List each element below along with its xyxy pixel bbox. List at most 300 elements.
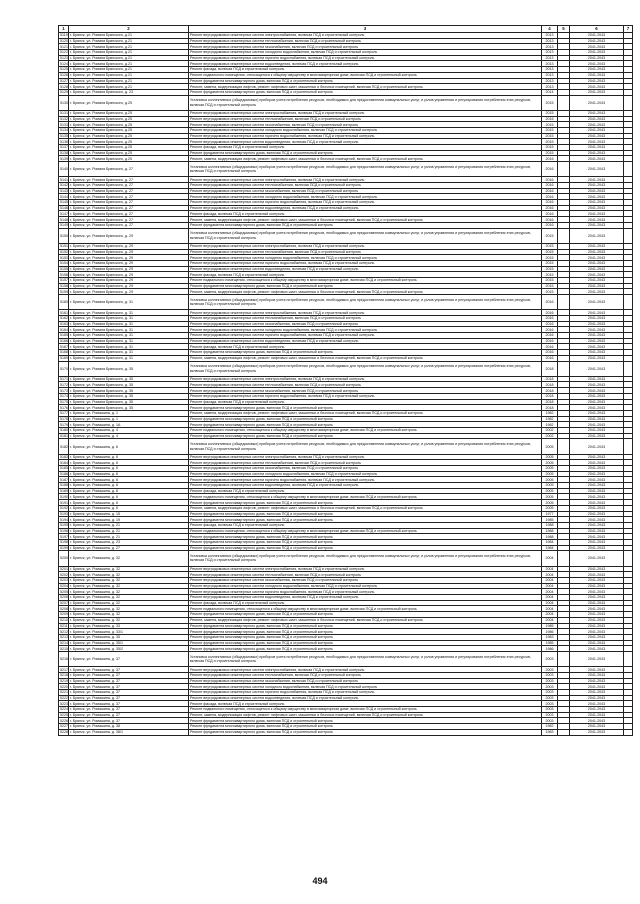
cell-year: 2018	[542, 399, 558, 405]
cell-address: г. Брянск, ул. Романа Брянского, д. 27	[69, 217, 189, 223]
cell-year: 1982	[542, 422, 558, 428]
cell-address: г. Брянск, ул. Романа Брянского, д.21	[69, 61, 189, 67]
cell-row-number: 5168	[60, 350, 68, 355]
cell-period: 2041-2043	[570, 405, 624, 411]
cell-address: г. Брянск, ул. Ромашина, д. 6	[69, 494, 189, 500]
cell-address: г. Брянск, ул. Ромашина, д. 6	[69, 505, 189, 511]
cell-work-type: Ремонт внутридомовых инженерных систем водоотведения, включая ПСД и строительный контроль	[189, 338, 542, 344]
cell-period: 2041-2043	[570, 61, 624, 67]
cell-period: 2041-2043	[570, 228, 624, 243]
cell-work-type: Ремонт, замена, модернизация лифтов, ремонт лифтовых шахт, машинных и блочных помещений, включая ПСД и строительный контроль	[189, 355, 542, 361]
cell-row-number: 5158	[60, 283, 68, 288]
cell-row-number: 5154	[60, 261, 68, 266]
cell-address: г. Брянск, ул. Романа Брянского, д. 27	[69, 162, 189, 177]
cell-year: 2015	[542, 110, 558, 116]
cell-row-number: 5218	[60, 673, 68, 678]
cell-address: г. Брянск, ул. Романа Брянского, д. 29	[69, 283, 189, 289]
cell-year: 2018	[542, 376, 558, 382]
cell-row-number: 5135	[60, 133, 68, 138]
cell-year: 2013	[542, 84, 558, 90]
cell-work-type: Ремонт внутридомовых инженерных систем электроснабжения, включая ПСД и строительный контроль	[189, 566, 542, 572]
cell-year: 2003	[542, 707, 558, 713]
cell-work-type: Ремонт внутридомовых инженерных систем холодного водоснабжения, включая ПСД и строительный контроль	[189, 327, 542, 333]
cell-period: 2041-2043	[570, 260, 624, 266]
cell-period: 2041-2043	[570, 678, 624, 684]
header-cell-5: 5	[558, 26, 570, 33]
cell-address: г. Брянск, ул. Ромашина, д. 15	[69, 511, 189, 517]
cell-row-number: 5210	[60, 618, 68, 623]
cell-row-number: 5169	[60, 356, 68, 361]
cell-row-number: 5173	[60, 388, 68, 393]
cell-period: 2041-2043	[570, 33, 624, 39]
cell-work-type: Ремонт фундамента многоквартирного дома, включая ПСД и строительный контроль	[189, 634, 542, 640]
cell-address: г. Брянск, ул. Ромашина, д. 37	[69, 684, 189, 690]
cell-address: г. Брянск, ул. Романа Брянского, д. 29	[69, 260, 189, 266]
cell-year: 2005	[542, 454, 558, 460]
cell-row-number: 5132	[60, 116, 68, 121]
cell-work-type: Ремонт фундамента многоквартирного дома, включая ПСД и строительный контроль	[189, 629, 542, 635]
cell-period: 2041-2043	[570, 460, 624, 466]
cell-row-number: 5159	[60, 289, 68, 294]
cell-period: 2041-2043	[570, 517, 624, 523]
cell-row-number: 5141	[60, 177, 68, 182]
cell-row-number: 5144	[60, 194, 68, 199]
cell-work-type: Ремонт внутридомовых инженерных систем горячего водоснабжения, включая ПСД и строительный контроль	[189, 200, 542, 206]
cell-row-number: 5149	[60, 223, 68, 228]
cell-year: 2003	[542, 651, 558, 666]
cell-work-type: Ремонт фундамента многоквартирного дома, включая ПСД и строительный контроль	[189, 623, 542, 629]
cell-year: 1982	[542, 410, 558, 416]
cell-year: 2003	[542, 678, 558, 684]
cell-period: 2041-2043	[570, 333, 624, 339]
cell-year: 2005	[542, 500, 558, 506]
header-cell-7: 7	[624, 26, 633, 33]
cell-period: 2041-2043	[570, 505, 624, 511]
cell-work-type: Ремонт фасада, включая ПСД и строительный контроль	[189, 399, 542, 405]
cell-row-number: 5176	[60, 405, 68, 410]
cell-work-type: Ремонт, замена, модернизация лифтов, ремонт лифтовых шахт, машинных и блочных помещений, включая ПСД и строительный контроль	[189, 712, 542, 718]
cell-row-number: 5223	[60, 701, 68, 706]
cell-work-type: Ремонт фундамента многоквартирного дома, включая ПСД и строительный контроль	[189, 416, 542, 422]
cell-address: г. Брянск, ул. Ромашина, д. 6	[69, 454, 189, 460]
cell-year: 2013	[542, 50, 558, 56]
cell-year: 2015	[542, 133, 558, 139]
cell-year: 1985	[542, 623, 558, 629]
cell-work-type: Ремонт внутридомовых инженерных систем электроснабжения, включая ПСД и строительный контроль	[189, 310, 542, 316]
cell-row-number: 5151	[60, 244, 68, 249]
cell-year: 2016	[542, 327, 558, 333]
cell-work-type: Ремонт, замена, модернизация лифтов, ремонт лифтовых шахт, машинных и блочных помещений, включая ПСД и строительный контроль	[189, 617, 542, 623]
cell-period: 2041-2043	[570, 283, 624, 289]
cell-year: 2003	[542, 712, 558, 718]
cell-col-5	[558, 162, 570, 177]
cell-period: 2041-2043	[570, 84, 624, 90]
cell-work-type: Ремонт внутридомовых инженерных систем газоснабжения, включая ПСД и строительный контроль	[189, 188, 542, 194]
cell-address: г. Брянск, ул. Романа Брянского, д. 27	[69, 211, 189, 217]
cell-period: 2041-2043	[570, 422, 624, 428]
cell-period: 2041-2043	[570, 600, 624, 606]
cell-period: 2041-2043	[570, 50, 624, 56]
page-number: 494	[312, 876, 328, 886]
cell-row-number: 5189	[60, 489, 68, 494]
cell-address: г. Брянск, ул. Ромашина, д. 32	[69, 617, 189, 623]
cell-work-type: Ремонт фасада, включая ПСД и строительный контроль	[189, 701, 542, 707]
cell-address: г. Брянск, ул. Ромашина, д. 35/1	[69, 640, 189, 646]
cell-period: 2041-2043	[570, 729, 624, 735]
cell-year: 2005	[542, 460, 558, 466]
cell-work-type: Ремонт фундамента многоквартирного дома, включая ПСД и строительный контроль	[189, 89, 542, 95]
cell-row-number: 5122	[60, 50, 68, 55]
cell-address: г. Брянск, ул. Ромашина, д. 37	[69, 678, 189, 684]
cell-year: 2016	[542, 205, 558, 211]
header-cell-4: 4	[542, 26, 558, 33]
cell-period: 2041-2043	[570, 724, 624, 730]
cell-address: г. Брянск, ул. Ромашина, д. 32	[69, 612, 189, 618]
cell-year: 2016	[542, 183, 558, 189]
cell-period: 2041-2043	[570, 376, 624, 382]
cell-address: г. Брянск, ул. Романа Брянского, д. 29	[69, 289, 189, 295]
cell-year: 2015	[542, 95, 558, 110]
cell-year: 2013	[542, 67, 558, 73]
cell-work-type: Ремонт, замена, модернизация лифтов, ремонт лифтовых шахт, машинных и блочных помещений, включая ПСД и строительный контроль	[189, 217, 542, 223]
cell-address: г. Брянск, ул. Романа Брянского, д.25	[69, 127, 189, 133]
cell-row-number: 5221	[60, 690, 68, 695]
cell-year: 2016	[542, 316, 558, 322]
cell-year: 2005	[542, 439, 558, 454]
cell-period: 2041-2043	[570, 393, 624, 399]
cell-work-type: Ремонт внутридомовых инженерных систем холодного водоснабжения, включая ПСД и строительный контроль	[189, 583, 542, 589]
cell-row-number: 5148	[60, 217, 68, 222]
cell-row-number: 5123	[60, 56, 68, 61]
cell-address: г. Брянск, ул. Романа Брянского, д.25	[69, 144, 189, 150]
cell-row-number: 5153	[60, 255, 68, 260]
cell-work-type: Ремонт внутридомовых инженерных систем горячего водоснабжения, включая ПСД и строительный контроль	[189, 55, 542, 61]
cell-row-number: 5204	[60, 584, 68, 589]
cell-work-type: Ремонт внутридомовых инженерных систем водоотведения, включая ПСД и строительный контроль	[189, 695, 542, 701]
cell-col-5	[558, 439, 570, 454]
cell-year: 1988	[542, 522, 558, 528]
cell-work-type: Установка коллективных (общедомовых) приборов учета потребления ресурсов, необходимых для предоставления коммунальных услуг, и узлов управления и регулирования потребления этих ресурсов, включая ПСД и строительный контроль	[189, 162, 542, 177]
cell-year: 2018	[542, 382, 558, 388]
cell-period: 2041-2043	[570, 551, 624, 566]
cell-address: г. Брянск, ул. Романа Брянского, д. 29	[69, 249, 189, 255]
cell-row-number: 5164	[60, 327, 68, 332]
cell-address: г. Брянск, ул. Ромашина, д. 33/1	[69, 629, 189, 635]
cell-address: г. Брянск, ул. Романа Брянского, д. 31	[69, 350, 189, 356]
cell-year: 2015	[542, 139, 558, 145]
cell-row-number: 5187	[60, 477, 68, 482]
cell-work-type: Ремонт внутридомовых инженерных систем газоснабжения, включая ПСД и строительный контроль	[189, 44, 542, 50]
cell-address: г. Брянск, ул. Романа Брянского, д. 29	[69, 255, 189, 261]
cell-period: 2041-2043	[570, 289, 624, 295]
cell-address: г. Брянск, ул. Романа Брянского, д.25	[69, 156, 189, 162]
cell-period: 2041-2043	[570, 177, 624, 183]
cell-row-number: 5161	[60, 310, 68, 315]
cell-address: г. Брянск, ул. Ромашина, д. 37	[69, 695, 189, 701]
cell-address: г. Брянск, ул. Романа Брянского, д. 35	[69, 376, 189, 382]
cell-year: 1982	[542, 724, 558, 730]
cell-year: 2015	[542, 122, 558, 128]
cell-year: 2015	[542, 127, 558, 133]
cell-period: 2041-2043	[570, 355, 624, 361]
cell-period: 2041-2043	[570, 522, 624, 528]
cell-address: г. Брянск, ул. Ромашина, д. 6	[69, 460, 189, 466]
cell-row-number: 5191	[60, 500, 68, 505]
cell-year: 2016	[542, 355, 558, 361]
cell-row-number: 5140	[59, 162, 69, 177]
cell-work-type: Ремонт внутридомовых инженерных систем электроснабжения, включая ПСД и строительный контроль	[189, 110, 542, 116]
cell-address: г. Брянск, ул. Романа Брянского, д. 27	[69, 188, 189, 194]
cell-year: 2018	[542, 388, 558, 394]
cell-year: 2018	[542, 405, 558, 411]
cell-row-number: 5195	[60, 523, 68, 528]
cell-row-number: 5165	[60, 333, 68, 338]
cell-col-5	[558, 551, 570, 566]
cell-row-number: 5134	[60, 128, 68, 133]
cell-work-type: Ремонт внутридомовых инженерных систем газоснабжения, включая ПСД и строительный контроль	[189, 321, 542, 327]
cell-row-number: 5181	[60, 434, 68, 439]
cell-work-type: Ремонт фундамента многоквартирного дома, включая ПСД и строительный контроль	[189, 539, 542, 545]
cell-period: 2041-2043	[570, 338, 624, 344]
cell-year: 1984	[542, 539, 558, 545]
cell-work-type: Ремонт, замена, модернизация лифтов, ремонт лифтовых шахт, машинных и блочных помещений, включая ПСД и строительный контроль	[189, 156, 542, 162]
cell-work-type: Ремонт фундамента многоквартирного дома, включая ПСД и строительный контроль	[189, 640, 542, 646]
cell-work-type: Ремонт фундамента многоквартирного дома, включая ПСД и строительный контроль	[189, 150, 542, 156]
cell-period: 2041-2043	[570, 150, 624, 156]
cell-work-type: Ремонт фундамента многоквартирного дома, включая ПСД и строительный контроль	[189, 433, 542, 439]
cell-work-type: Ремонт внутридомовых инженерных систем холодного водоснабжения, включая ПСД и строительный контроль	[189, 50, 542, 56]
cell-row-number: 5171	[60, 377, 68, 382]
cell-period: 2041-2043	[570, 89, 624, 95]
cell-work-type: Ремонт внутридомовых инженерных систем теплоснабжения, включая ПСД и строительный контроль	[189, 672, 542, 678]
cell-row-number: 5224	[60, 707, 68, 712]
cell-row-number: 5219	[60, 678, 68, 683]
cell-col-5	[558, 228, 570, 243]
cell-row-number: 5156	[60, 272, 68, 277]
cell-col-5	[558, 361, 570, 376]
cell-work-type: Ремонт внутридомовых инженерных систем водоотведения, включая ПСД и строительный контроль	[189, 483, 542, 489]
cell-year: 1977	[542, 511, 558, 517]
cell-year: 2002	[542, 433, 558, 439]
cell-year: 2016	[542, 350, 558, 356]
cell-year: 1985	[542, 517, 558, 523]
cell-address: г. Брянск, ул. Романа Брянского, д.21	[69, 55, 189, 61]
table-row	[59, 439, 633, 454]
cell-year: 2004	[542, 572, 558, 578]
cell-period: 2041-2043	[570, 388, 624, 394]
cell-year: 2013	[542, 33, 558, 39]
cell-row-number: 5167	[60, 344, 68, 349]
cell-address: г. Брянск, ул. Романа Брянского, д. 23	[69, 89, 189, 95]
cell-address: г. Брянск, ул. Романа Брянского, д. 35	[69, 399, 189, 405]
cell-work-type: Ремонт фасада, включая ПСД и строительный контроль	[189, 344, 542, 350]
cell-row-number: 5225	[60, 713, 68, 718]
cell-row-number: 5202	[60, 572, 68, 577]
cell-work-type: Ремонт внутридомовых инженерных систем теплоснабжения, включая ПСД и строительный контроль	[189, 249, 542, 255]
cell-work-type: Ремонт фундамента многоквартирного дома, включая ПСД и строительный контроль	[189, 78, 542, 84]
cell-row-number: 5130	[59, 95, 69, 110]
cell-address: г. Брянск, ул. Романа Брянского, д. 31	[69, 295, 189, 310]
cell-address: г. Брянск, ул. Ромашина, д. 35	[69, 634, 189, 640]
cell-address: г. Брянск, ул. Романа Брянского, д. 35	[69, 388, 189, 394]
cell-row-number: 5184	[60, 460, 68, 465]
header-cell-3: 3	[189, 26, 542, 33]
cell-address: г. Брянск, ул. Ромашина, д. 38	[69, 724, 189, 730]
cell-row-number: 5128	[60, 84, 68, 89]
cell-work-type: Ремонт внутридомовых инженерных систем электроснабжения, включая ПСД и строительный контроль	[189, 33, 542, 39]
cell-period: 2041-2043	[570, 589, 624, 595]
cell-period: 2041-2043	[570, 629, 624, 635]
cell-work-type: Ремонт фасада, включая ПСД и строительный контроль	[189, 272, 542, 278]
cell-address: г. Брянск, ул. Ромашина, д. 37	[69, 672, 189, 678]
cell-period: 2041-2043	[570, 651, 624, 666]
cell-period: 2041-2043	[570, 162, 624, 177]
cell-row-number: 5211	[60, 623, 68, 628]
cell-year: 2018	[542, 361, 558, 376]
cell-address: г. Брянск, ул. Романа Брянского, д. 35	[69, 382, 189, 388]
header-row	[59, 26, 633, 33]
cell-work-type: Ремонт фундамента многоквартирного дома, включая ПСД и строительный контроль	[189, 718, 542, 724]
cell-period: 2041-2043	[570, 410, 624, 416]
cell-row-number: 5170	[59, 361, 69, 376]
cell-address: г. Брянск, ул. Романа Брянского, д.25	[69, 150, 189, 156]
cell-address: г. Брянск, ул. Романа Брянского, д.25	[69, 95, 189, 110]
cell-address: г. Брянск, ул. Ромашина, д. 1	[69, 416, 189, 422]
cell-row-number: 5180	[60, 428, 68, 433]
cell-row-number: 5205	[60, 589, 68, 594]
cell-work-type: Ремонт внутридомовых инженерных систем горячего водоснабжения, включая ПСД и строительный контроль	[189, 690, 542, 696]
cell-work-type: Ремонт внутридомовых инженерных систем горячего водоснабжения, включая ПСД и строительный контроль	[189, 393, 542, 399]
cell-address: г. Брянск, ул. Ромашина, д. 32	[69, 589, 189, 595]
cell-work-type: Ремонт внутридомовых инженерных систем теплоснабжения, включая ПСД и строительный контроль	[189, 572, 542, 578]
cell-work-type: Ремонт внутридомовых инженерных систем горячего водоснабжения, включая ПСД и строительный контроль	[189, 477, 542, 483]
cell-col-5	[558, 729, 570, 735]
cell-period: 2041-2043	[570, 116, 624, 122]
cell-address: г. Брянск, ул. Ромашина, д. 38/1	[69, 729, 189, 735]
cell-period: 2041-2043	[570, 310, 624, 316]
cell-work-type: Ремонт внутридомовых инженерных систем газоснабжения, включая ПСД и строительный контроль	[189, 122, 542, 128]
cell-address: г. Брянск, ул. Ромашина, д. 37	[69, 701, 189, 707]
cell-work-type: Ремонт внутридомовых инженерных систем водоотведения, включая ПСД и строительный контроль	[189, 266, 542, 272]
cell-address: г. Брянск, ул. Романа Брянского, д. 29	[69, 228, 189, 243]
cell-period: 2041-2043	[570, 595, 624, 601]
cell-row-number: 5119	[60, 33, 68, 38]
cell-work-type: Ремонт внутридомовых инженерных систем горячего водоснабжения, включая ПСД и строительный контроль	[189, 589, 542, 595]
cell-period: 2041-2043	[570, 205, 624, 211]
cell-period: 2041-2043	[570, 634, 624, 640]
cell-work-type: Ремонт фундамента многоквартирного дома, включая ПСД и строительный контроль	[189, 283, 542, 289]
cell-year: 2015	[542, 228, 558, 243]
cell-period: 2041-2043	[570, 606, 624, 612]
cell-year: 2015	[542, 260, 558, 266]
cell-row-number: 5147	[60, 211, 68, 216]
cell-period: 2041-2043	[570, 316, 624, 322]
cell-address: г. Брянск, ул. Ромашина, д. 6	[69, 500, 189, 506]
cell-work-type: Ремонт внутридомовых инженерных систем газоснабжения, включая ПСД и строительный контроль	[189, 388, 542, 394]
cell-year: 2015	[542, 289, 558, 295]
cell-address: г. Брянск, ул. Романа Брянского, д.25	[69, 122, 189, 128]
cell-work-type: Ремонт фасада, включая ПСД и строительный контроль	[189, 488, 542, 494]
cell-year: 2004	[542, 606, 558, 612]
cell-address: г. Брянск, ул. Ромашина, д. 21	[69, 528, 189, 534]
cell-year: 2005	[542, 483, 558, 489]
cell-work-type: Ремонт подвального помещения, относящегося к общему имуществу в многоквартирном доме, включая ПСД и строительный контроль	[189, 707, 542, 713]
cell-period: 2041-2043	[570, 399, 624, 405]
cell-year: 2016	[542, 188, 558, 194]
cell-year: 1986	[542, 646, 558, 652]
cell-period: 2041-2043	[570, 222, 624, 228]
cell-year: 1986	[542, 629, 558, 635]
cell-address: г. Брянск, ул. Ромашина, д. 4	[69, 433, 189, 439]
cell-address: г. Брянск, ул. Ромашина, д. 21	[69, 522, 189, 528]
cell-work-type: Ремонт внутридомовых инженерных систем теплоснабжения, включая ПСД и строительный контроль	[189, 116, 542, 122]
cell-address: г. Брянск, ул. Романа Брянского, д.21	[69, 84, 189, 90]
cell-row-number: 5209	[60, 612, 68, 617]
cell-year: 2016	[542, 333, 558, 339]
cell-work-type: Ремонт фасада, включая ПСД и строительный контроль	[189, 600, 542, 606]
cell-period: 2041-2043	[570, 44, 624, 50]
cell-year: 1983	[542, 729, 558, 735]
cell-row-number: 5196	[60, 528, 68, 533]
cell-work-type: Ремонт фундамента многоквартирного дома, включая ПСД и строительный контроль	[189, 422, 542, 428]
cell-col-7	[624, 439, 633, 454]
cell-year: 2013	[542, 44, 558, 50]
cell-year: 2004	[542, 600, 558, 606]
cell-address: г. Брянск, ул. Ромашина, д. 1А	[69, 422, 189, 428]
cell-address: г. Брянск, ул. Романа Брянского, д. 31	[69, 333, 189, 339]
cell-period: 2041-2043	[570, 78, 624, 84]
cell-work-type: Ремонт внутридомовых инженерных систем газоснабжения, включая ПСД и строительный контроль	[189, 466, 542, 472]
cell-row-number: 5217	[60, 667, 68, 672]
cell-row-number: 5172	[60, 382, 68, 387]
cell-period: 2041-2043	[570, 72, 624, 78]
table-row	[59, 228, 633, 243]
cell-year: 2005	[542, 488, 558, 494]
cell-period: 2041-2043	[570, 67, 624, 73]
cell-period: 2041-2043	[570, 712, 624, 718]
cell-work-type: Ремонт подвального помещения, относящегося к общему имуществу в многоквартирном доме, включая ПСД и строительный контроль	[189, 606, 542, 612]
cell-work-type: Ремонт фундамента многоквартирного дома, включая ПСД и строительный контроль	[189, 724, 542, 730]
cell-period: 2041-2043	[570, 321, 624, 327]
cell-period: 2041-2043	[570, 617, 624, 623]
cell-year: 2016	[542, 162, 558, 177]
cell-address: г. Брянск, ул. Романа Брянского, д.25	[69, 110, 189, 116]
cell-year: 2016	[542, 321, 558, 327]
cell-row-number: 5206	[60, 595, 68, 600]
cell-work-type: Ремонт внутридомовых инженерных систем горячего водоснабжения, включая ПСД и строительный контроль	[189, 133, 542, 139]
cell-year: 2016	[542, 222, 558, 228]
table-row	[59, 295, 633, 310]
cell-row-number: 5214	[60, 640, 68, 645]
cell-address: г. Брянск, ул. Ромашина, д. 37	[69, 667, 189, 673]
cell-row-number: 5174	[60, 394, 68, 399]
cell-period: 2041-2043	[570, 194, 624, 200]
cell-year: 1984	[542, 545, 558, 551]
cell-period: 2041-2043	[570, 646, 624, 652]
cell-period: 2041-2043	[570, 612, 624, 618]
cell-address: г. Брянск, ул. Романа Брянского, д. 31	[69, 316, 189, 322]
cell-address: г. Брянск, ул. Романа Брянского, д. 27	[69, 194, 189, 200]
cell-period: 2041-2043	[570, 127, 624, 133]
cell-work-type: Ремонт подвального помещения, относящегося к общему имуществу в многоквартирном доме, включая ПСД и строительный контроль	[189, 427, 542, 433]
cell-period: 2041-2043	[570, 427, 624, 433]
cell-year: 2005	[542, 505, 558, 511]
cell-year: 2013	[542, 55, 558, 61]
cell-address: г. Брянск, ул. Романа Брянского, д.21	[69, 78, 189, 84]
cell-work-type: Ремонт внутридомовых инженерных систем электроснабжения, включая ПСД и строительный контроль	[189, 667, 542, 673]
cell-period: 2041-2043	[570, 534, 624, 540]
cell-year: 1988	[542, 534, 558, 540]
